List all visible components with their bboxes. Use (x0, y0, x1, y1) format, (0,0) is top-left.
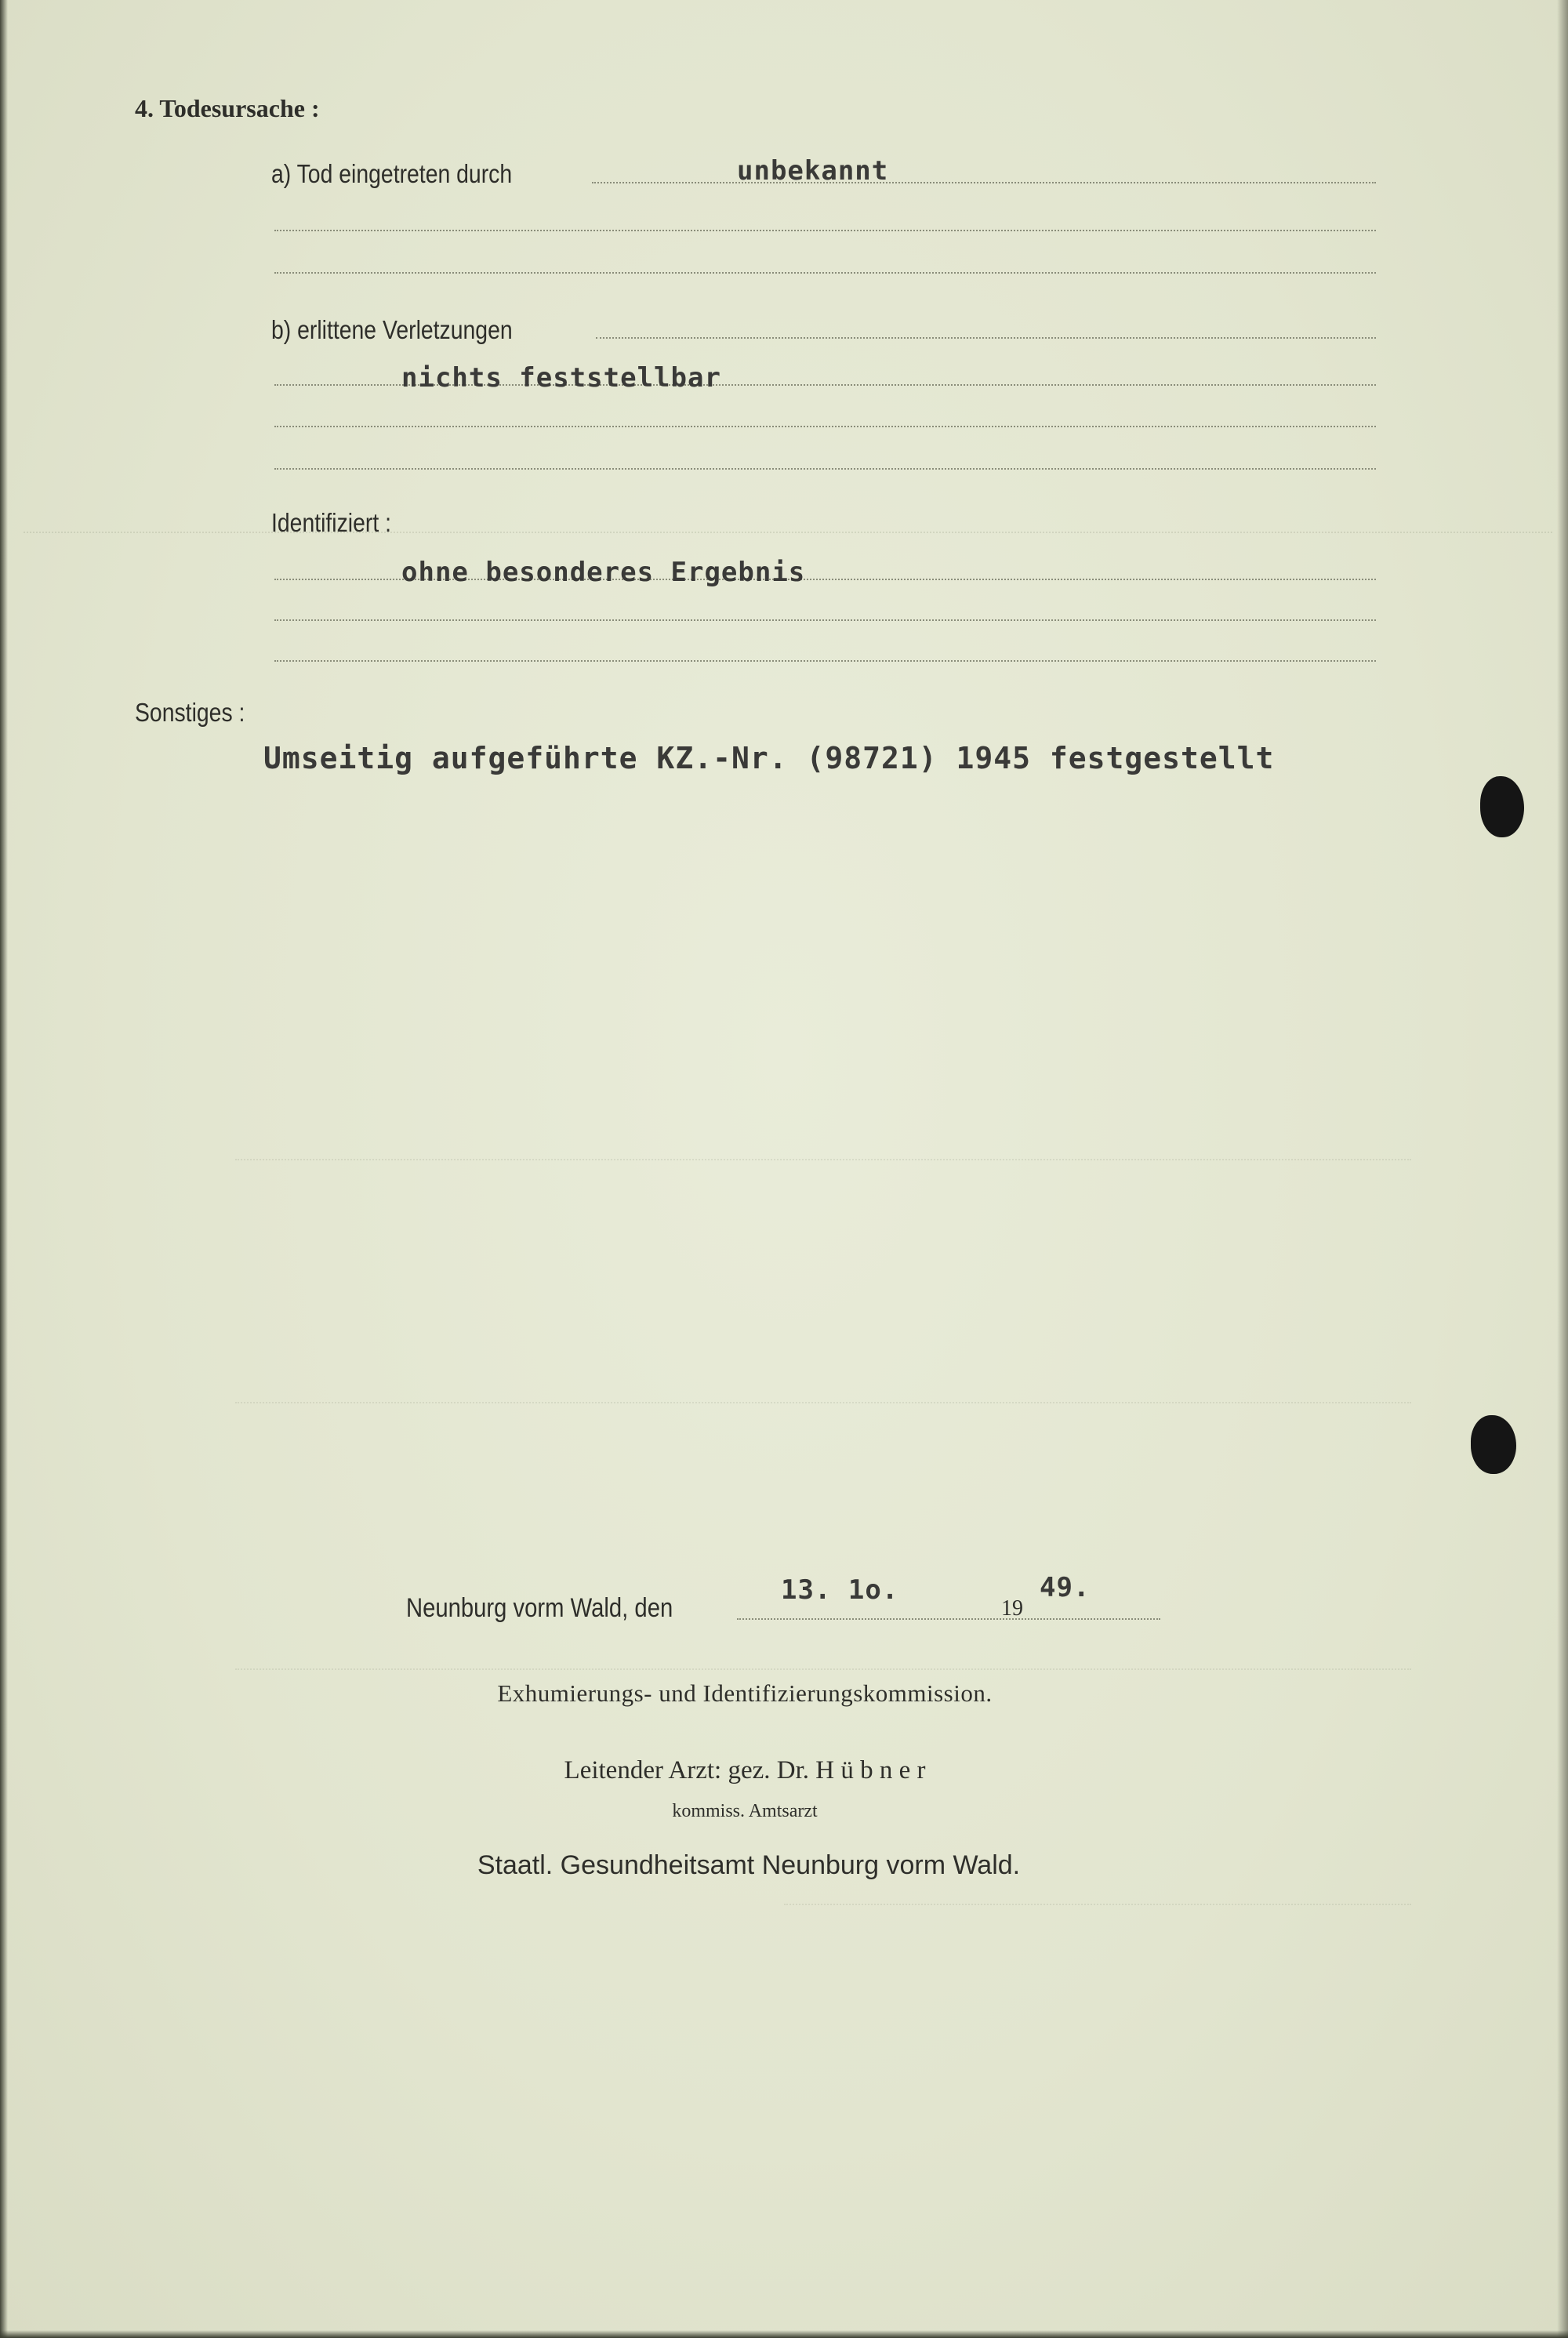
doctor-line: Leitender Arzt: gez. Dr. H ü b n e r (564, 1756, 926, 1784)
commission-line: Exhumierungs- und Identifizierungskommission. (497, 1679, 993, 1707)
identified-dotline-3 (274, 660, 1376, 662)
other-value: Umseitig aufgeführte KZ.-Nr. (98721) 1945 festgestellt (263, 741, 1275, 775)
cause-b-dotline-3 (274, 426, 1376, 427)
other-label: Sonstiges : (135, 698, 245, 727)
cause-a-dotline (592, 182, 1376, 183)
date-year: 49. (1040, 1572, 1091, 1603)
office-line: Staatl. Gesundheitsamt Neunburg vorm Wald. (477, 1850, 1021, 1880)
date-dotline (737, 1618, 1160, 1620)
cause-b-dotline-4 (274, 468, 1376, 470)
cause-a-label: a) Tod eingetreten durch (271, 159, 513, 188)
cause-a-dotline-3 (274, 272, 1376, 274)
identified-dotline-2 (274, 619, 1376, 621)
cause-a-value: unbekannt (737, 155, 889, 187)
page-edge-right (1557, 0, 1568, 2338)
doctor-title: kommiss. Amtsarzt (672, 1801, 818, 1821)
date-century: 19 (1001, 1596, 1023, 1621)
cause-b-label: b) erlittene Verletzungen (271, 315, 513, 344)
cause-of-death-heading: 4. Todesursache : (135, 94, 320, 122)
page-edge-left (0, 0, 8, 2338)
page-edge-bottom (0, 2330, 1568, 2338)
date-day-month: 13. 1o. (781, 1574, 899, 1606)
punch-hole-bottom (1471, 1415, 1516, 1474)
identified-label: Identifiziert : (271, 508, 392, 537)
cause-b-dotline (596, 337, 1376, 339)
punch-hole-top (1480, 776, 1524, 837)
place-label: Neunburg vorm Wald, den (406, 1593, 673, 1623)
cause-a-dotline-2 (274, 230, 1376, 231)
identified-value: ohne besonderes Ergebnis (401, 557, 806, 588)
cause-b-value: nichts feststellbar (401, 362, 721, 394)
